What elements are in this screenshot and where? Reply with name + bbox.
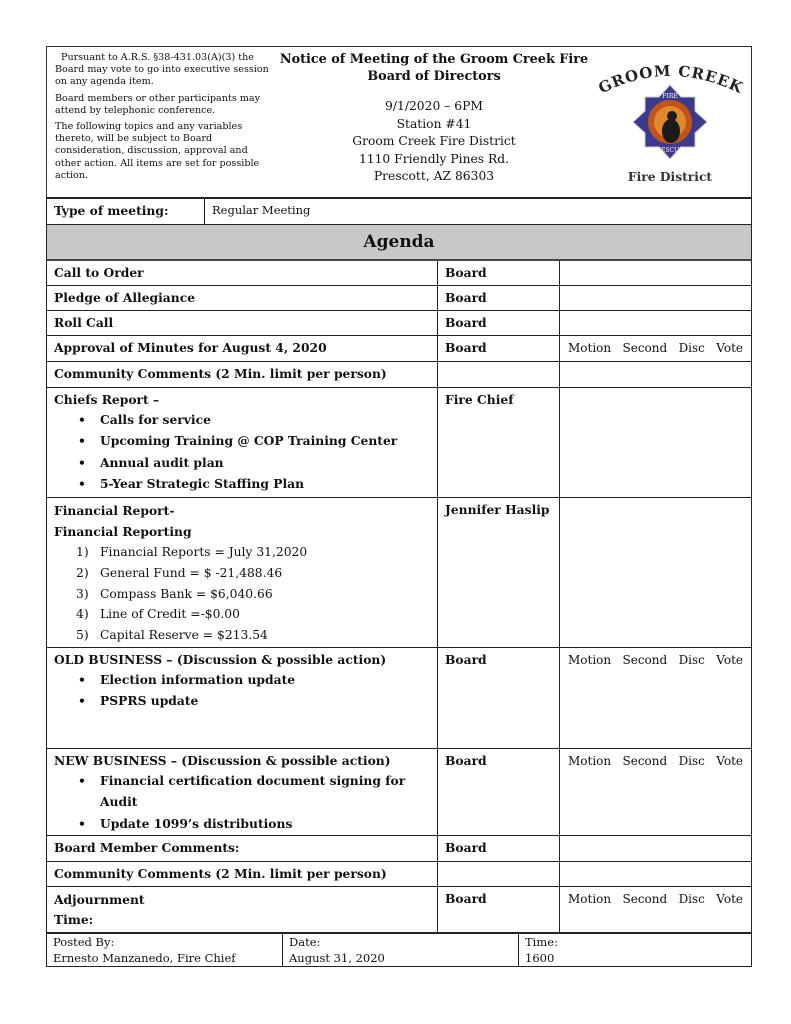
agenda-row-financial-report	[46, 498, 752, 648]
adjournment-time-label: Time:	[54, 912, 94, 927]
list-item: • Calls for service	[74, 409, 430, 430]
agenda-item-title: Board Member Comments:	[47, 836, 438, 861]
posted-time-label: Time:	[525, 935, 558, 949]
vote-motion-label: Motion	[568, 341, 612, 355]
agenda-item-vote	[560, 286, 751, 310]
agenda-item-vote	[560, 362, 751, 387]
agenda-row-new-business	[46, 749, 752, 836]
vote-motion-label: Motion	[568, 653, 612, 667]
list-number: 1)	[76, 545, 89, 559]
list-number: 5)	[76, 628, 89, 643]
list-item: • Financial certification document signing for Audit	[74, 770, 430, 813]
posted-time-value: 1600	[525, 950, 555, 965]
agenda-item-presenter: Board	[438, 261, 560, 285]
agenda-row-community-comments	[46, 362, 752, 388]
vote-disc-label: Disc	[678, 754, 705, 768]
list-item	[76, 542, 430, 563]
legal-notice-telephonic: Board members or other participants may attend by telephonic conference.	[55, 92, 261, 116]
agenda-row-roll-call	[46, 311, 752, 336]
logo-caption: Fire District	[627, 169, 713, 184]
vote-second-label: Second	[622, 341, 668, 355]
vote-disc-label: Disc	[678, 653, 705, 667]
meeting-notice-document	[46, 46, 752, 967]
agenda-item-title: Chiefs Report –	[54, 392, 160, 407]
chiefs-report-list	[54, 409, 430, 494]
notice-header	[46, 46, 752, 199]
title-line-1: Notice of Meeting of the Groom Creek Fire	[279, 52, 589, 67]
posting-footer	[46, 933, 752, 967]
list-item	[76, 625, 430, 646]
list-item	[76, 563, 430, 584]
svg-text:RESCUE: RESCUE	[656, 147, 684, 154]
vote-second-label: Second	[622, 754, 668, 768]
agenda-row-call-to-order	[46, 261, 752, 286]
agenda-item-title: Community Comments (2 Min. limit per person)	[47, 862, 438, 886]
list-item: • 5-Year Strategic Staffing Plan	[74, 473, 430, 494]
agenda-item-subtitle: Financial Reporting	[54, 524, 192, 539]
meeting-details	[279, 98, 589, 186]
agenda-item-presenter: Board	[438, 648, 560, 748]
agenda-row-minutes	[46, 336, 752, 362]
list-text: General Fund = $ -21,488.46	[100, 565, 283, 580]
vote-columns	[560, 648, 751, 672]
agenda-row-chiefs-report	[46, 388, 752, 498]
agenda-item-presenter: Fire Chief	[438, 388, 560, 497]
agenda-item-title: OLD BUSINESS – (Discussion & possible action)	[54, 652, 387, 667]
posted-date-label: Date:	[289, 935, 321, 949]
agenda-item-presenter: Board	[438, 311, 560, 335]
list-item: • Update 1099’s distributions	[74, 813, 430, 834]
vote-second-label: Second	[622, 892, 668, 906]
agenda-item-presenter: Board	[438, 286, 560, 310]
list-item: • PSPRS update	[74, 690, 430, 711]
list-text: Capital Reserve = $213.54	[100, 628, 268, 643]
agenda-row-old-business	[46, 648, 752, 749]
agenda-item-vote	[560, 836, 751, 861]
meeting-datetime: 9/1/2020 – 6PM	[385, 99, 483, 113]
vote-vote-label: Vote	[716, 754, 743, 768]
district-logo	[589, 47, 751, 197]
meeting-type-label: Type of meeting:	[47, 199, 205, 224]
legal-notice	[47, 47, 279, 197]
list-item: • Annual audit plan	[74, 452, 430, 473]
vote-motion-label: Motion	[568, 892, 612, 906]
agenda-item-vote	[560, 862, 751, 886]
agenda-row-pledge	[46, 286, 752, 311]
financial-report-list	[54, 542, 430, 646]
agenda-item-title: Roll Call	[47, 311, 438, 335]
list-item	[76, 604, 430, 625]
vote-motion-label: Motion	[568, 754, 612, 768]
vote-vote-label: Vote	[716, 341, 743, 355]
list-item: • Upcoming Training @ COP Training Center	[74, 430, 430, 451]
agenda-item-presenter	[438, 862, 560, 886]
posted-date-value: August 31, 2020	[289, 950, 385, 965]
vote-vote-label: Vote	[716, 892, 743, 906]
legal-notice-executive-session: Pursuant to A.R.S. §38-431.03(A)(3) the Board may vote to go into executive session on any agenda item.	[55, 52, 269, 88]
agenda-item-body	[47, 749, 438, 835]
agenda-row-community-comments-2	[46, 862, 752, 887]
svg-text:FIRE: FIRE	[662, 93, 678, 100]
agenda-heading: Agenda	[46, 225, 752, 261]
agenda-item-vote	[560, 261, 751, 285]
agenda-item-vote	[560, 311, 751, 335]
agenda-item-vote	[560, 388, 751, 497]
agenda-item-presenter: Board	[438, 887, 560, 932]
agenda-item-title: Adjournment	[54, 892, 145, 907]
agenda-item-vote	[560, 498, 751, 647]
legal-notice-topics: The following topics and any variables thereto, will be subject to Board consideration, discussion, approval and other action. All items are set for possible action.	[55, 121, 260, 181]
agenda-item-title: NEW BUSINESS – (Discussion & possible action)	[54, 753, 391, 768]
posted-time	[519, 934, 751, 966]
vote-columns	[560, 887, 751, 911]
vote-disc-label: Disc	[678, 892, 705, 906]
posted-by-label: Posted By:	[53, 935, 115, 949]
agenda-item-body	[47, 388, 438, 497]
meeting-city: Prescott, AZ 86303	[373, 169, 495, 183]
title-line-2: Board of Directors	[367, 69, 501, 84]
vote-disc-label: Disc	[678, 341, 705, 355]
list-item: • Election information update	[74, 669, 430, 690]
meeting-station: Station #41	[396, 116, 472, 131]
agenda-item-title: Call to Order	[47, 261, 438, 285]
maltese-cross-badge-icon	[631, 83, 709, 161]
agenda-item-presenter: Board	[438, 336, 560, 361]
posted-date	[283, 934, 519, 966]
old-business-list	[54, 669, 430, 712]
vote-second-label: Second	[622, 653, 668, 667]
list-number: 2)	[76, 565, 89, 580]
posted-by-value: Ernesto Manzanedo, Fire Chief	[53, 950, 236, 965]
list-number: 4)	[76, 607, 89, 622]
agenda-item-title: Community Comments (2 Min. limit per person)	[47, 362, 438, 387]
vote-cell	[560, 749, 751, 835]
agenda-row-adjournment	[46, 887, 752, 933]
svg-text:GROOM CREEK: GROOM CREEK	[595, 61, 747, 97]
posted-by	[47, 934, 283, 966]
agenda-item-title: Financial Report-	[54, 503, 175, 518]
meeting-info	[279, 47, 589, 197]
agenda-item-body	[47, 887, 438, 932]
agenda-item-body	[47, 498, 438, 647]
list-text: Line of Credit =-$0.00	[100, 607, 240, 622]
agenda-row-board-comments	[46, 836, 752, 862]
meeting-address: 1110 Friendly Pines Rd.	[358, 151, 510, 166]
new-business-list	[54, 770, 430, 834]
agenda-item-presenter: Jennifer Haslip	[438, 498, 560, 647]
agenda-item-presenter	[438, 362, 560, 387]
page-title	[279, 51, 589, 85]
meeting-type-row	[46, 199, 752, 225]
meeting-type-value: Regular Meeting	[212, 203, 311, 217]
agenda-item-title: Approval of Minutes for August 4, 2020	[47, 336, 438, 361]
list-number: 3)	[76, 586, 89, 601]
list-text: Financial Reports = July 31,2020	[100, 545, 308, 559]
agenda-item-body	[47, 648, 438, 748]
vote-columns	[560, 336, 751, 361]
list-item	[76, 584, 430, 605]
list-text: Compass Bank = $6,040.66	[100, 586, 273, 601]
meeting-organization: Groom Creek Fire District	[352, 134, 516, 148]
agenda-item-presenter: Board	[438, 749, 560, 835]
vote-columns	[560, 749, 751, 773]
agenda-item-presenter: Board	[438, 836, 560, 861]
vote-cell	[560, 648, 751, 748]
agenda-item-title: Pledge of Allegiance	[47, 286, 438, 310]
vote-vote-label: Vote	[716, 653, 743, 667]
